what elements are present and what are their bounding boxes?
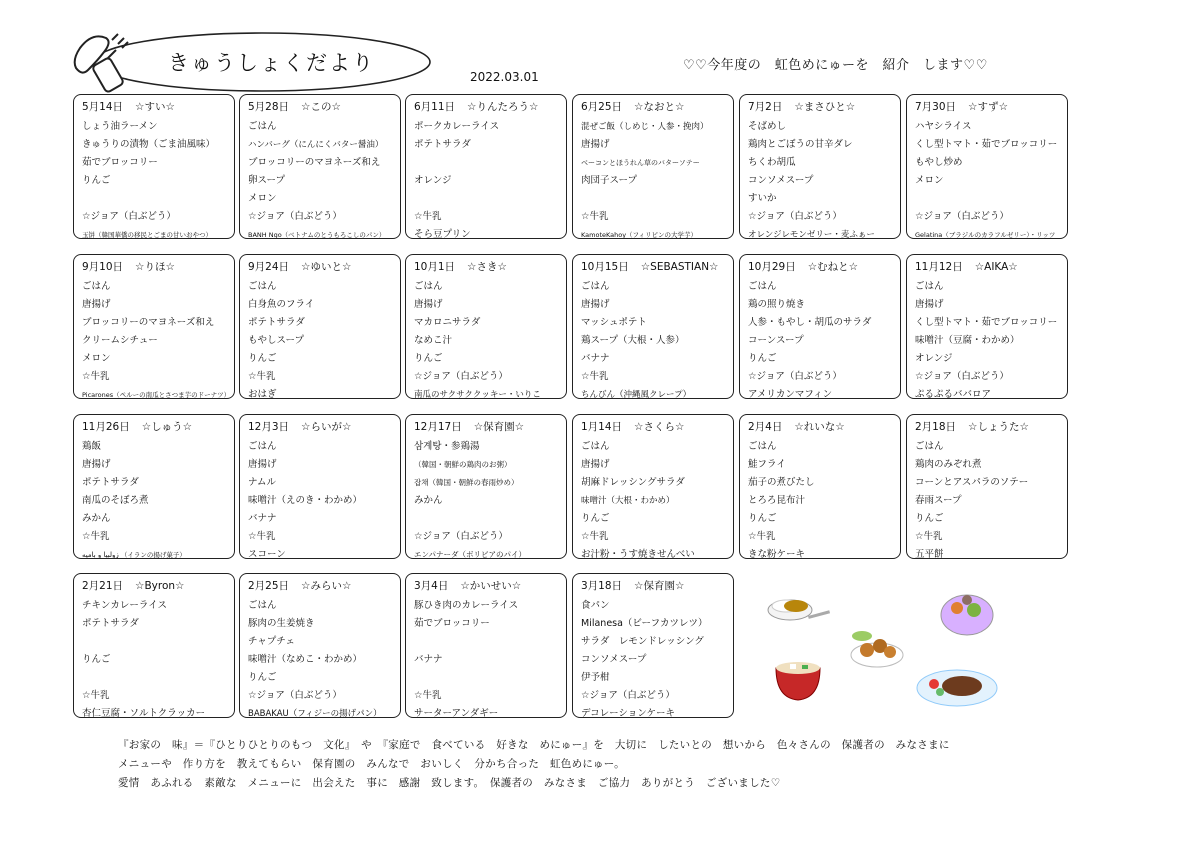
- footer-line: メニューや 作り方を 教えてもらい 保育園の みんなで おいしく 分かち合った 虹色めにゅー。: [118, 758, 625, 770]
- menu-item: ブロッコリーのマヨネーズ和え: [82, 317, 215, 328]
- menu-item: 鶏肉のみぞれ煮: [915, 459, 982, 470]
- menu-item: そばめし: [748, 121, 787, 132]
- menu-item: 잡채（韓国・朝鮮の春雨炒め）: [414, 478, 519, 487]
- menu-item: [82, 546, 230, 559]
- menu-item: 味噌汁（大根・わかめ）: [581, 496, 675, 506]
- menu-item: 唐揚げ: [581, 459, 610, 470]
- menu-item: りんご: [82, 175, 111, 186]
- miso-soup-icon: [776, 662, 820, 700]
- menu-card: [572, 414, 734, 559]
- menu-item: みかん: [82, 513, 111, 524]
- menu-item: みかん: [414, 495, 443, 506]
- menu-item: ぷるぷるババロア: [915, 389, 992, 399]
- menu-item: [82, 190, 230, 208]
- menu-item: ポテトサラダ: [82, 618, 139, 629]
- card-date: 12月3日: [248, 421, 290, 433]
- menu-item: 卵スープ: [248, 175, 286, 186]
- menu-item: ごはん: [915, 281, 944, 292]
- menu-item: ☆牛乳: [581, 211, 609, 222]
- menu-item: お汁粉・うす焼きせんべい: [581, 549, 695, 559]
- menu-item: 唐揚げ: [82, 459, 111, 470]
- menu-card: [572, 254, 734, 399]
- menu-item: 豚ひき肉のカレーライス: [414, 600, 519, 611]
- menu-item: Gelatina（ブラジルのカラフルゼリー）・リッツ: [915, 231, 1056, 239]
- menu-item: [414, 633, 562, 651]
- card-date: 2月25日: [248, 580, 290, 592]
- menu-item: オレンジ: [414, 175, 452, 186]
- card-date: 3月18日: [581, 580, 623, 592]
- child-name: ☆保育園☆: [473, 421, 525, 433]
- card-date: 2月18日: [915, 421, 957, 433]
- menu-item: チャプチェ: [248, 636, 295, 647]
- menu-item: ごはん: [82, 281, 111, 292]
- menu-item: 南瓜のサクサククッキー・いりこ: [414, 390, 541, 399]
- menu-item: 豚肉の生姜焼き: [248, 618, 315, 629]
- child-name: ☆かいせい☆: [460, 580, 522, 592]
- child-name: ☆りほ☆: [135, 261, 175, 273]
- menu-item: ブロッコリーのマヨネーズ和え: [248, 157, 381, 168]
- child-name: ☆しゅう☆: [141, 421, 193, 433]
- menu-item: 南瓜のそぼろ煮: [82, 495, 149, 506]
- menu-item: りんご: [748, 353, 777, 364]
- menu-card: [572, 573, 734, 718]
- menu-item: ごはん: [248, 121, 277, 132]
- menu-item: ☆ジョア（白ぶどう）: [915, 211, 1009, 222]
- menu-item: マカロニサラダ: [414, 317, 481, 328]
- menu-item: 唐揚げ: [414, 299, 443, 310]
- menu-item: ☆ジョア（白ぶどう）: [414, 371, 508, 382]
- card-date: 10月1日: [414, 261, 456, 273]
- menu-item: りんご: [915, 513, 944, 524]
- menu-item: ☆ジョア（白ぶどう）: [748, 211, 842, 222]
- fried-chicken-plate-icon: [851, 631, 903, 667]
- child-name: ☆なおと☆: [634, 101, 685, 113]
- menu-item: サラダ レモンドレッシング: [581, 636, 704, 647]
- menu-item: しょう油ラーメン: [82, 121, 158, 132]
- child-name: ☆すず☆: [968, 101, 1008, 113]
- menu-item: 茹でブロッコリー: [414, 618, 490, 629]
- menu-item: ☆ジョア（白ぶどう）: [915, 371, 1009, 382]
- menu-item: ☆ジョア（白ぶどう）: [248, 211, 342, 222]
- issue-date: 2022.03.01: [470, 70, 539, 84]
- menu-item: ☆牛乳: [414, 211, 442, 222]
- menu-item: KamoteKahoy（フィリピンの大学芋）: [581, 231, 698, 239]
- menu-item: ポテトサラダ: [414, 139, 471, 150]
- menu-item: 白身魚のフライ: [248, 299, 315, 310]
- menu-item: きな粉ケーキ: [748, 549, 806, 559]
- child-name: ☆しょうた☆: [968, 421, 1029, 433]
- menu-item: りんご: [748, 513, 777, 524]
- menu-item: ☆牛乳: [82, 531, 110, 542]
- menu-card: [405, 573, 567, 718]
- card-date: 10月29日: [748, 261, 796, 273]
- menu-item: コンソメスープ: [581, 654, 647, 665]
- menu-item: 唐揚げ: [915, 299, 944, 310]
- menu-item: Picarones（ペルーの南瓜とさつま芋のドーナツ）: [82, 391, 230, 399]
- menu-item: ☆牛乳: [248, 531, 276, 542]
- menu-item: [82, 669, 230, 687]
- menu-item: オレンジ: [915, 353, 953, 364]
- menu-card: [73, 573, 235, 718]
- menu-item: 胡麻ドレッシングサラダ: [581, 477, 685, 488]
- menu-item: おはぎ: [248, 389, 277, 399]
- menu-item: アメリカンマフィン: [748, 389, 833, 399]
- child-name: ☆むねと☆: [807, 261, 859, 273]
- menu-item: 杏仁豆腐・ソルトクラッカー: [82, 708, 206, 718]
- arabic-script-icon: ﺯﻭﻟﺒﻴﺎ ﻭ ﺑﺎﻣﻴﻪ: [82, 551, 119, 559]
- menu-item: バナナ: [248, 513, 277, 524]
- menu-item: ☆牛乳: [82, 371, 110, 382]
- menu-item: 人参・もやし・胡瓜のサラダ: [748, 317, 872, 328]
- menu-item: ナムル: [248, 477, 277, 488]
- menu-item: マッシュポテト: [581, 317, 647, 328]
- child-name: ☆Byron☆: [135, 580, 185, 592]
- menu-item: ☆ジョア（白ぶどう）: [82, 211, 176, 222]
- menu-item: BANH Ngo（ベトナムのとうもろこしのパン）: [248, 231, 386, 239]
- menu-item: ☆牛乳: [248, 371, 276, 382]
- menu-item: 味噌汁（なめこ・わかめ）: [248, 654, 363, 665]
- card-date: 6月25日: [581, 101, 623, 113]
- menu-item: とろろ昆布汁: [748, 495, 806, 506]
- menu-item: なめこ汁: [414, 335, 453, 346]
- menu-item: スコーン: [248, 549, 286, 559]
- card-date: 3月4日: [414, 580, 449, 592]
- card-date: 6月11日: [414, 101, 456, 113]
- menu-item: ☆牛乳: [581, 531, 609, 542]
- menu-card: [405, 94, 567, 239]
- menu-item: ちくわ胡瓜: [748, 157, 796, 168]
- menu-item: ごはん: [748, 441, 777, 452]
- menu-item: ごはん: [248, 281, 277, 292]
- menu-item: 春雨スープ: [915, 495, 962, 506]
- card-date: 7月30日: [915, 101, 957, 113]
- menu-card: [239, 573, 401, 718]
- headline: ♡♡今年度の 虹色めにゅーを 紹介 します♡♡: [683, 58, 988, 73]
- menu-card: [239, 414, 401, 559]
- card-date: 5月14日: [82, 101, 124, 113]
- menu-item: [414, 510, 562, 528]
- menu-item: ごはん: [248, 441, 277, 452]
- menu-card: [405, 254, 567, 399]
- menu-item: そら豆プリン: [414, 229, 471, 239]
- menu-card: [239, 254, 401, 399]
- child-name: ☆さき☆: [467, 261, 507, 273]
- menu-card: [906, 254, 1068, 399]
- menu-item: ごはん: [581, 441, 610, 452]
- menu-item: メロン: [915, 175, 944, 186]
- menu-item: ごはん: [581, 281, 610, 292]
- menu-card: [906, 414, 1068, 559]
- card-date: 9月10日: [82, 261, 124, 273]
- page-title: きゅうしょくだより: [168, 51, 375, 75]
- footer-message: [118, 736, 1118, 793]
- menu-item: 鶏の照り焼き: [748, 299, 806, 310]
- menu-item: ☆ジョア（白ぶどう）: [748, 371, 842, 382]
- menu-item: ポテトサラダ: [248, 317, 305, 328]
- menu-item: 唐揚げ: [581, 299, 610, 310]
- menu-item: ☆ジョア（白ぶどう）: [581, 690, 675, 701]
- menu-item: メロン: [248, 193, 277, 204]
- menu-item: ちんびん（沖縄風クレープ）: [581, 390, 692, 399]
- menu-item: くし型トマト・茹でブロッコリー: [915, 317, 1058, 328]
- menu-item: ☆ジョア（白ぶどう）: [414, 531, 508, 542]
- menu-card: [73, 414, 235, 559]
- card-date: 2月21日: [82, 580, 124, 592]
- menu-item: 食パン: [581, 600, 610, 611]
- menu-item: きゅうりの漬物（ごま油風味）: [82, 139, 216, 150]
- menu-item: チキンカレーライス: [82, 600, 168, 611]
- card-date: 5月28日: [248, 101, 290, 113]
- child-name: ☆らいが☆: [301, 421, 352, 433]
- card-date: 11月26日: [82, 421, 130, 433]
- child-name: ☆みらい☆: [301, 580, 352, 592]
- menu-item: もやし炒め: [915, 157, 963, 168]
- card-date: 9月24日: [248, 261, 290, 273]
- menu-item: 茄子の煮びたし: [748, 477, 815, 488]
- menu-item: ポークカレーライス: [414, 121, 500, 132]
- menu-item: 삼계탕・参鶏湯: [414, 441, 480, 452]
- menu-item: コンソメスープ: [748, 175, 814, 186]
- menu-item: りんご: [248, 672, 277, 683]
- child-name: ☆りんたろう☆: [467, 101, 539, 113]
- menu-item: りんご: [414, 353, 443, 364]
- menu-item: Milanesa（ビーフカツレツ）: [581, 618, 708, 629]
- menu-item: ポテトサラダ: [82, 477, 139, 488]
- menu-item: ハヤシライス: [915, 121, 972, 132]
- card-date: 10月15日: [581, 261, 629, 273]
- menu-item: [414, 154, 562, 172]
- child-name: ☆さくら☆: [634, 421, 685, 433]
- menu-item: バナナ: [581, 353, 610, 364]
- menu-item: ハンバーグ（にんにくバター醤油）: [248, 140, 384, 150]
- menu-item: ☆牛乳: [915, 531, 943, 542]
- menu-item: 肉団子スープ: [581, 175, 638, 186]
- menu-item: 鮭フライ: [748, 459, 786, 470]
- menu-item: コーンとアスパラのソテー: [915, 477, 1029, 488]
- card-date: 7月2日: [748, 101, 783, 113]
- menu-item: [581, 190, 729, 208]
- child-name: ☆すい☆: [135, 101, 175, 113]
- hamburger-steak-icon: [917, 670, 997, 706]
- menu-item: りんご: [248, 353, 277, 364]
- menu-item: 唐揚げ: [248, 459, 277, 470]
- card-date: 1月14日: [581, 421, 623, 433]
- curry-rice-icon: [768, 600, 830, 620]
- menu-item: くし型トマト・茹でブロッコリー: [915, 139, 1058, 150]
- menu-card: [73, 254, 235, 399]
- food-illustration: [762, 580, 1022, 720]
- menu-item: 唐揚げ: [581, 139, 610, 150]
- menu-card: [739, 94, 901, 239]
- menu-item: 五平餅: [915, 549, 944, 559]
- menu-item: 鶏飯: [82, 441, 102, 452]
- menu-item: [414, 190, 562, 208]
- utensils-icon: [75, 34, 128, 93]
- menu-item: コーンスープ: [748, 335, 804, 346]
- menu-item: 玉饼（韓国華僑の移民とごまの甘いおやつ）: [82, 231, 212, 239]
- menu-item: 伊予柑: [581, 672, 610, 683]
- menu-item: すいか: [748, 193, 777, 204]
- menu-card: [906, 94, 1068, 239]
- card-date: 2月4日: [748, 421, 783, 433]
- menu-card: [239, 94, 401, 239]
- menu-item: クリームシチュー: [82, 335, 158, 346]
- menu-item: ごはん: [248, 600, 277, 611]
- child-name: ☆れいな☆: [794, 421, 845, 433]
- child-name: ☆ゆいと☆: [301, 261, 352, 273]
- child-name: ☆AIKA☆: [974, 261, 1018, 273]
- menu-item: [414, 669, 562, 687]
- menu-item: ☆牛乳: [748, 531, 776, 542]
- menu-item: ごはん: [748, 281, 777, 292]
- menu-item: バナナ: [414, 654, 443, 665]
- menu-item: 茹でブロッコリー: [82, 157, 158, 168]
- menu-item: ごはん: [915, 441, 944, 452]
- child-name: ☆SEBASTIAN☆: [640, 261, 719, 273]
- child-name: ☆保育園☆: [634, 580, 685, 592]
- menu-item: デコレーションケーキ: [581, 708, 676, 718]
- card-date: 11月12日: [915, 261, 963, 273]
- menu-item: メロン: [82, 353, 111, 364]
- menu-item: [915, 190, 1063, 208]
- menu-item: （韓国・朝鮮の鶏肉のお粥）: [414, 460, 512, 469]
- menu-item-text: （イランの揚げ菓子）: [120, 551, 186, 559]
- menu-item: 味噌汁（えのき・わかめ）: [248, 495, 363, 506]
- menu-item: ☆牛乳: [82, 690, 110, 701]
- menu-item: りんご: [581, 513, 610, 524]
- menu-item: ごはん: [414, 281, 443, 292]
- child-name: ☆この☆: [301, 101, 341, 113]
- menu-card: [739, 254, 901, 399]
- salad-bowl-icon: [941, 595, 993, 635]
- footer-line: 愛情 あふれる 素敵な メニューに 出会えた 事に 感謝 致します。 保護者の みなさま ご協力 ありがとう ございました♡: [118, 777, 781, 789]
- footer-line: 『お家の 味』＝『ひとりひとりのもつ 文化』 や 『家庭で 食べている 好きな めにゅー』を 大切に したいとの 想いから 色々さんの 保護者の みなさまに: [118, 739, 950, 751]
- menu-card: [73, 94, 235, 239]
- menu-item: 味噌汁（豆腐・わかめ）: [915, 335, 1020, 346]
- menu-item: [82, 633, 230, 651]
- menu-item: ☆牛乳: [414, 690, 442, 701]
- menu-item: ☆ジョア（白ぶどう）: [248, 690, 342, 701]
- menu-item: BABAKAU（フィジーの揚げパン）: [248, 709, 382, 718]
- menu-card: [739, 414, 901, 559]
- card-date: 12月17日: [414, 421, 462, 433]
- menu-item: 鶏スープ（大根・人参）: [581, 335, 685, 346]
- menu-item: ベーコンとほうれん草のバターソテー: [581, 159, 700, 167]
- menu-item: もやしスープ: [248, 335, 305, 346]
- menu-item: 鶏肉とごぼうの甘辛ダレ: [748, 139, 853, 150]
- menu-card: [572, 94, 734, 239]
- menu-item: オレンジレモンゼリー・麦ふぁー: [748, 230, 875, 239]
- menu-item: エンパナーダ（ボリビアのパイ）: [414, 550, 526, 559]
- child-name: ☆まさひと☆: [794, 101, 856, 113]
- menu-item: サーターアンダギー: [414, 708, 499, 718]
- menu-item: 混ぜご飯（しめじ・人参・挽肉）: [581, 122, 709, 132]
- menu-item: 唐揚げ: [82, 299, 111, 310]
- menu-card: [405, 414, 567, 559]
- menu-item: ☆牛乳: [581, 371, 609, 382]
- menu-item: りんご: [82, 654, 111, 665]
